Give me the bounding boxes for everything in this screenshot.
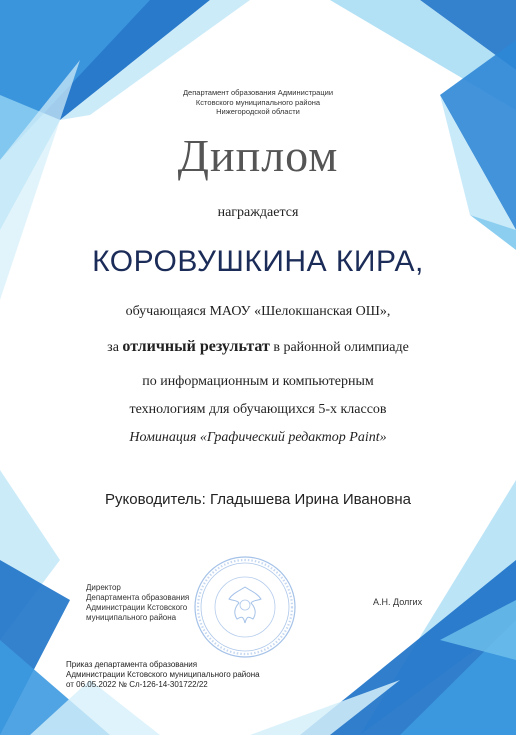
awarded-text: награждается [217, 205, 299, 220]
order-line-2: Администрации Кстовского муниципального района [66, 670, 260, 679]
body-line-school: обучающаяся МАОУ «Шелокшанская ОШ», [125, 304, 391, 319]
recipient-name: КОРОВУШКИНА КИРА, [92, 245, 424, 278]
director-line-2: Департамента образования [86, 593, 190, 602]
department-line-2: Кстовского муниципального района [195, 97, 321, 107]
signature-name: А.Н. Долгих [373, 597, 423, 607]
director-block [86, 583, 189, 623]
order-line-1: Приказ департамента образования [66, 660, 198, 669]
order-line-3: от 06.05.2022 № Сл-126-14-301722/22 [66, 680, 208, 689]
nomination-line: Номинация «Графический редактор Paint» [129, 430, 387, 445]
diploma-title: Диплом [177, 130, 339, 181]
department-line-3: Нижегородской области [216, 107, 300, 116]
director-line-1: Директор [86, 583, 121, 592]
department-header [0, 88, 516, 117]
body-line-result [0, 338, 516, 356]
body-line-subject: по информационным и компьютерным [142, 374, 374, 389]
official-seal-icon [193, 555, 297, 659]
leader-line: Руководитель: Гладышева Ирина Ивановна [104, 491, 411, 508]
result-suffix: в районной олимпиаде [273, 340, 409, 355]
result-bold: отличный результат [122, 338, 270, 355]
director-line-3: Администрации Кстовского [86, 603, 188, 612]
department-line-1: Департамент образования Администрации [182, 88, 334, 97]
result-prefix: за [107, 340, 119, 355]
order-block [66, 660, 260, 690]
body-line-grade: технологиям для обучающихся 5-х классов [129, 402, 387, 417]
director-line-4: муниципального района [86, 613, 177, 622]
